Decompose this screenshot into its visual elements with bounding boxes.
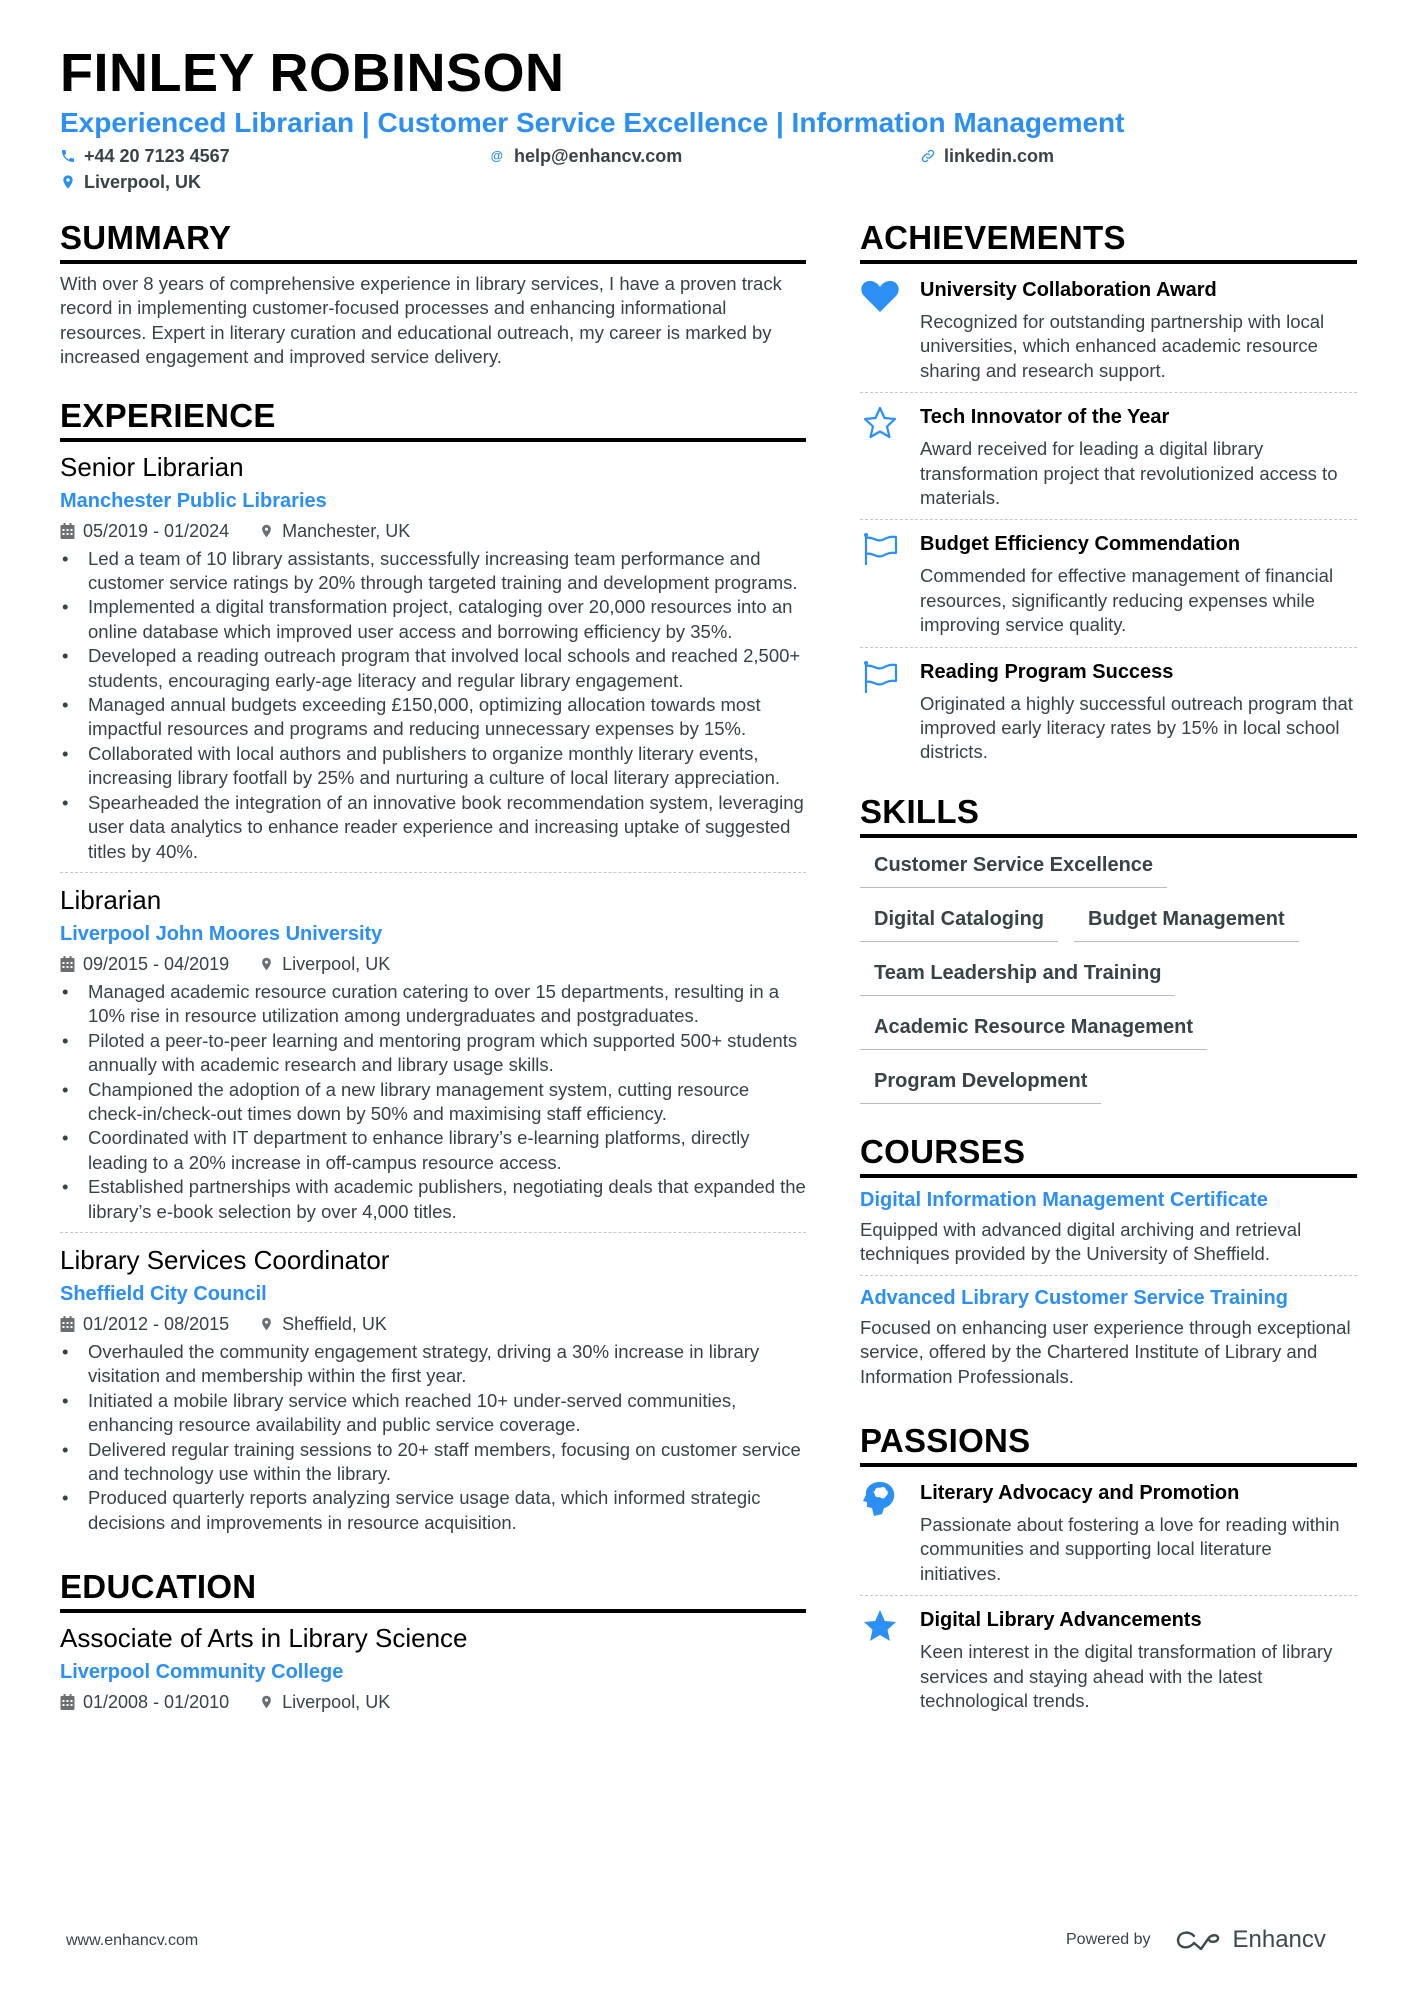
passion-item: [860, 1469, 1357, 1596]
svg-text:@: @: [490, 149, 504, 163]
section-title-summary: SUMMARY: [60, 218, 806, 264]
email-value: help@enhancv.com: [514, 146, 683, 166]
job-meta: [60, 951, 806, 977]
achievement-desc: Recognized for outstanding partnership with local universities, which enhanced academic resource sharing and research support.: [920, 311, 1325, 381]
passion-title: Digital Library Advancements: [920, 1609, 1202, 1632]
location-text: Manchester, UK: [282, 520, 411, 541]
heart-icon: [860, 278, 900, 314]
enhancv-logo[interactable]: [1175, 1926, 1326, 1954]
course-desc: Focused on enhancing user experience through exceptional service, offered by the Chartered Institute of Library and Information Professionals.: [860, 1316, 1351, 1387]
contact-info: [60, 142, 1360, 196]
location-value: Liverpool, UK: [84, 172, 202, 192]
section-title-skills: SKILLS: [860, 792, 1357, 838]
job-dates: [60, 518, 229, 544]
job-dates: [60, 1311, 229, 1337]
summary-text: With over 8 years of comprehensive experience in library services, I have a proven track record in implementing customer-focused processes and enhancing informational resources. Expert in literary curation and educational outreach, my career is marked by increased engagement and improved service delivery.: [60, 273, 782, 368]
achievement-title: University Collaboration Award: [920, 279, 1217, 301]
bullet-item: • Spearheaded the integration of an innovative book recommendation system, leveraging user data analytics to enhance reader experience and increasing uptake of suggested titles by 40%.: [60, 791, 806, 864]
dates-text: 09/2015 - 04/2019: [83, 953, 230, 974]
phone-value: +44 20 7123 4567: [84, 146, 230, 166]
enhancv-logo-icon: [1175, 1928, 1221, 1952]
passion-item: [860, 1596, 1357, 1722]
bullet-item: • Collaborated with local authors and publishers to organize monthly literary events, increasing library footfall by 25% and nurturing a culture of local literary appreciation.: [60, 742, 806, 791]
location-text: Liverpool, UK: [282, 953, 391, 974]
head-brain-icon: [860, 1481, 900, 1517]
achievement-item: [860, 266, 1357, 393]
phone-icon: [60, 148, 76, 164]
link-icon: [920, 148, 936, 164]
section-title-education: EDUCATION: [60, 1567, 806, 1613]
job-entry: [60, 883, 806, 1233]
bullet-item: • Implemented a digital transformation project, cataloging over 20,000 resources into an online database which improved user access and borrowing efficiency by 35%.: [60, 595, 806, 644]
contact-location: [60, 170, 201, 194]
bullet-item: • Produced quarterly reports analyzing service usage data, which informed strategic decisions and improvements in resource acquisition.: [60, 1486, 806, 1535]
skill-tag: Customer Service Excellence: [860, 840, 1167, 888]
linkedin-value: linkedin.com: [944, 146, 1055, 166]
footer-branding: [1066, 1926, 1326, 1954]
bullet-item: • Overhauled the community engagement strategy, driving a 30% increase in library visitation and membership within the first year.: [60, 1340, 806, 1389]
company-name: Liverpool John Moores University: [60, 922, 383, 945]
passions-section: [860, 1421, 1357, 1722]
company-name: Sheffield City Council: [60, 1282, 267, 1305]
map-pin-icon: [259, 1694, 274, 1710]
achievement-desc: Commended for effective management of financial resources, significantly reducing expenses while improving service quality.: [920, 565, 1334, 636]
skill-tag: Academic Resource Management: [860, 1002, 1207, 1050]
at-icon: [490, 148, 506, 164]
bullet-item: • Initiated a mobile library service which reached 10+ under-served communities, enhancing resource availability and public service coverage.: [60, 1389, 806, 1438]
contact-phone[interactable]: [60, 144, 230, 168]
passion-desc: Passionate about fostering a love for reading within communities and supporting local literature initiatives.: [920, 1513, 1340, 1584]
section-title-passions: PASSIONS: [860, 1421, 1357, 1467]
brand-name: Enhancv: [1232, 1926, 1326, 1953]
bullet-item: • Managed annual budgets exceeding £150,000, optimizing allocation towards most impactful resources and programs and reducing unnecessary expenses by 15%.: [60, 693, 806, 742]
course-desc: Equipped with advanced digital archiving and retrieval techniques provided by the University of Sheffield.: [860, 1218, 1302, 1265]
section-title-achievements: ACHIEVEMENTS: [860, 218, 1357, 264]
skill-tag: Digital Cataloging: [860, 894, 1058, 942]
job-meta: [60, 518, 806, 544]
passion-desc: Keen interest in the digital transformation of library services and staying ahead with the latest technological trends.: [920, 1641, 1333, 1711]
calendar-icon: [60, 1694, 75, 1710]
skills-list: [860, 840, 1357, 1110]
achievement-title: Tech Innovator of the Year: [920, 406, 1170, 429]
achievement-desc: Award received for leading a digital library transformation project that revolutionized access to materials.: [920, 438, 1338, 509]
powered-by-label: Powered by: [1066, 1931, 1151, 1948]
section-title-courses: COURSES: [860, 1132, 1357, 1178]
education-meta: [60, 1689, 806, 1715]
left-column: [60, 218, 806, 1749]
job-title: Library Services Coordinator: [60, 1244, 390, 1275]
location-text: Sheffield, UK: [282, 1313, 387, 1334]
job-dates: [60, 951, 229, 977]
bullet-item: • Managed academic resource curation catering to over 15 departments, resulting in a 10% rise in resource utilization among undergraduates and postgraduates.: [60, 980, 806, 1029]
achievements-section: [860, 218, 1357, 774]
achievement-desc: Originated a highly successful outreach program that improved early literacy rates by 15% in local school districts.: [920, 692, 1353, 763]
job-bullets: [60, 547, 806, 864]
flag-icon: [860, 532, 900, 568]
skill-tag: Team Leadership and Training: [860, 948, 1175, 996]
job-location: [259, 518, 410, 544]
candidate-name: FINLEY ROBINSON: [60, 43, 565, 103]
school-name: Liverpool Community College: [60, 1661, 344, 1684]
achievement-item: [860, 520, 1357, 647]
bullet-item: • Delivered regular training sessions to 20+ staff members, focusing on customer service and technology use within the library.: [60, 1438, 806, 1487]
skills-section: [860, 792, 1357, 1110]
achievement-item: [860, 393, 1357, 520]
education-location: [259, 1689, 390, 1715]
contact-linkedin[interactable]: [920, 144, 1054, 168]
passion-title: Literary Advocacy and Promotion: [920, 1481, 1240, 1504]
dates-text: 01/2012 - 08/2015: [83, 1313, 230, 1334]
map-pin-icon: [259, 956, 274, 972]
footer-website[interactable]: www.enhancv.com: [66, 1932, 199, 1949]
job-title: Senior Librarian: [60, 451, 244, 482]
bullet-item: • Coordinated with IT department to enhance library’s e-learning platforms, directly leading to a 20% increase in off-campus resource access.: [60, 1126, 806, 1175]
dates-text: 01/2008 - 01/2010: [83, 1692, 230, 1713]
right-column: [860, 218, 1357, 1748]
education-dates: [60, 1689, 229, 1715]
job-bullets: [60, 980, 806, 1224]
achievement-item: [860, 648, 1357, 774]
contact-email[interactable]: [490, 144, 682, 168]
skill-tag: Budget Management: [1074, 894, 1299, 942]
course-title: Digital Information Management Certificate: [860, 1188, 1268, 1211]
experience-section: [60, 396, 806, 1544]
course-item: [860, 1178, 1357, 1276]
map-pin-icon: [259, 523, 274, 539]
job-location: [259, 951, 390, 977]
education-section: [60, 1567, 806, 1723]
resume-header: [60, 40, 1360, 196]
star-outline-icon: [860, 405, 900, 441]
bullet-item: • Established partnerships with academic publishers, negotiating deals that expanded the library’s e-book selection by over 4,000 titles.: [60, 1175, 806, 1224]
job-meta: [60, 1311, 806, 1337]
star-filled-icon: [860, 1608, 900, 1644]
job-bullets: [60, 1340, 806, 1535]
education-entry: [60, 1621, 806, 1723]
skill-tag: Program Development: [860, 1056, 1101, 1104]
courses-section: [860, 1132, 1357, 1397]
summary-section: [60, 218, 806, 370]
course-item: [860, 1276, 1357, 1397]
candidate-headline: Experienced Librarian | Customer Service Excellence | Information Management: [60, 107, 1125, 138]
bullet-item: • Developed a reading outreach program that involved local schools and reached 2,500+ students, encouraging early-age literacy and regular library engagement.: [60, 644, 806, 693]
job-entry: [60, 1243, 806, 1543]
map-pin-icon: [60, 174, 76, 190]
course-title: Advanced Library Customer Service Training: [860, 1286, 1288, 1309]
bullet-item: • Led a team of 10 library assistants, successfully increasing team performance and customer service ratings by 20% through targeted training and development programs.: [60, 547, 806, 596]
location-text: Liverpool, UK: [282, 1692, 391, 1713]
calendar-icon: [60, 523, 75, 539]
map-pin-icon: [259, 1316, 274, 1332]
bullet-item: • Piloted a peer-to-peer learning and mentoring program which supported 500+ students annually with academic research and library usage skills.: [60, 1029, 806, 1078]
job-title: Librarian: [60, 884, 162, 915]
flag-icon: [860, 660, 900, 696]
dates-text: 05/2019 - 01/2024: [83, 520, 230, 541]
achievement-title: Budget Efficiency Commendation: [920, 533, 1241, 556]
section-title-experience: EXPERIENCE: [60, 396, 806, 442]
bullet-item: • Championed the adoption of a new library management system, cutting resource check-in/check-out times down by 50% and maximising staff efficiency.: [60, 1078, 806, 1127]
degree-title: Associate of Arts in Library Science: [60, 1623, 468, 1654]
job-entry: [60, 450, 806, 873]
calendar-icon: [60, 1316, 75, 1332]
company-name: Manchester Public Libraries: [60, 489, 327, 512]
calendar-icon: [60, 956, 75, 972]
achievement-title: Reading Program Success: [920, 660, 1174, 683]
job-location: [259, 1311, 387, 1337]
